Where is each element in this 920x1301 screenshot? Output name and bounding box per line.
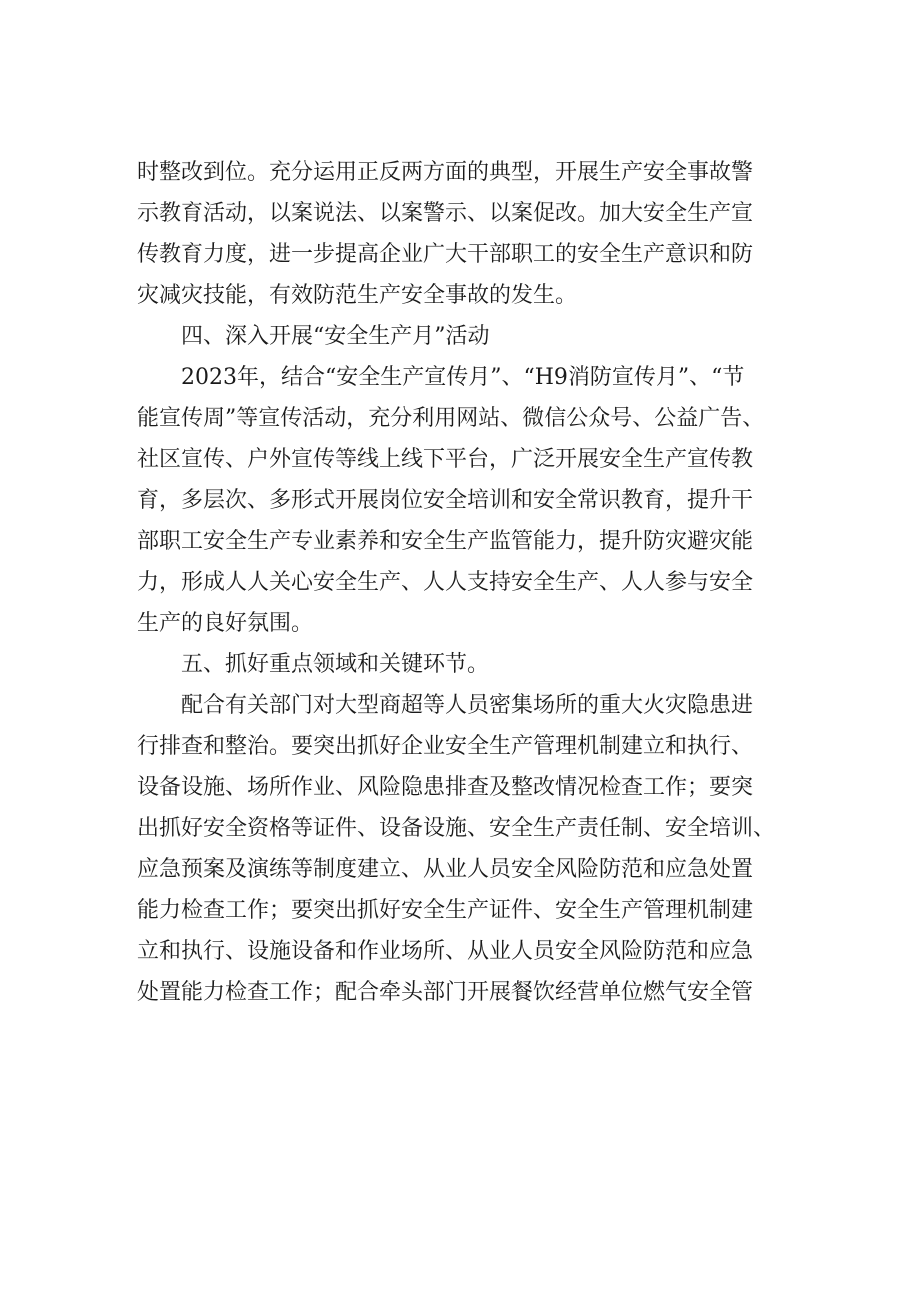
text-line: 立和执行、设施设备和作业场所、从业人员安全风险防范和应急	[137, 939, 754, 964]
text-line: 设备设施、场所作业、风险隐患排查及整改情况检查工作；要突	[137, 775, 754, 800]
text-line: 传教育力度，进一步提高企业广大干部职工的安全生产意识和防	[137, 242, 754, 267]
section-heading-4: 四、深入开展“安全生产月”活动	[181, 324, 490, 349]
text-line: 应急预案及演练等制度建立、从业人员安全风险防范和应急处置	[137, 857, 754, 882]
document-body	[137, 152, 797, 1013]
text-line: 育，多层次、多形式开展岗位安全培训和安全常识教育，提升干	[137, 488, 754, 513]
text-line: 处置能力检查工作；配合牵头部门开展餐饮经营单位燃气安全管	[137, 980, 754, 1005]
text-line: 部职工安全生产专业素养和安全生产监管能力，提升防灾避灾能	[137, 529, 754, 554]
text-line: 能宣传周”等宣传活动，充分利用网站、微信公众号、公益广告、	[137, 406, 765, 431]
text-line: 生产的良好氛围。	[137, 611, 314, 636]
text-line: 社区宣传、户外宣传等线上线下平台，广泛开展安全生产宣传教	[137, 447, 754, 472]
text-line: 能力检查工作；要突出抓好安全生产证件、安全生产管理机制建	[137, 898, 754, 923]
text-line: 出抓好安全资格等证件、设备设施、安全生产责任制、安全培训、	[137, 816, 776, 841]
section-heading-5: 五、抓好重点领域和关键环节。	[181, 652, 490, 677]
text-line: 时整改到位。充分运用正反两方面的典型，开展生产安全事故警	[137, 160, 754, 185]
text-line: 力，形成人人关心安全生产、人人支持安全生产、人人参与安全	[137, 570, 754, 595]
paragraph-start: 配合有关部门对大型商超等人员密集场所的重大火灾隐患进	[181, 693, 754, 718]
text-line: 行排查和整治。要突出抓好企业安全生产管理机制建立和执行、	[137, 734, 754, 759]
text-line: 灾减灾技能，有效防范生产安全事故的发生。	[137, 283, 578, 308]
paragraph-start: 2023年，结合“安全生产宣传月”、“H9消防宣传月”、“节	[181, 365, 745, 390]
text-line: 示教育活动，以案说法、以案警示、以案促改。加大安全生产宣	[137, 201, 754, 226]
